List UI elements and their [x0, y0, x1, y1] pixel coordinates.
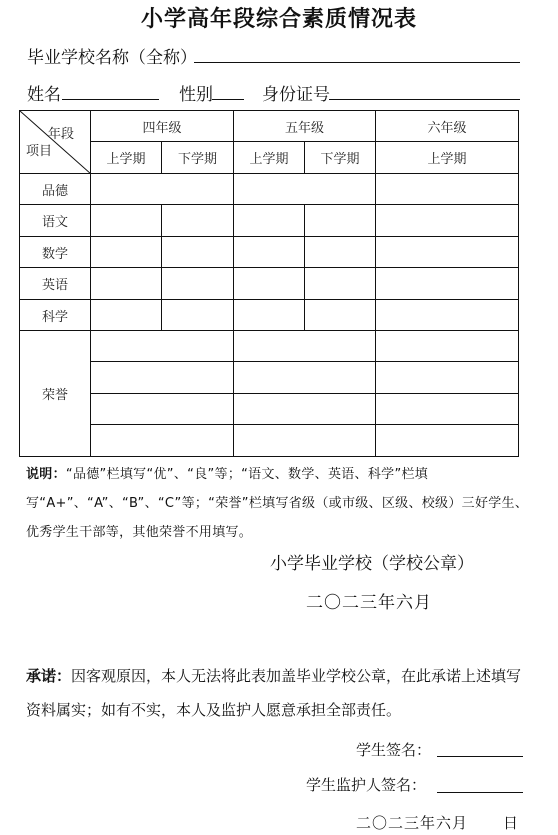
guardian-signature-field[interactable]: [437, 792, 523, 793]
grade-cell[interactable]: [91, 300, 162, 331]
honor-cell[interactable]: [376, 331, 519, 362]
note-label: 说明：: [26, 467, 66, 482]
honor-cell[interactable]: [234, 331, 376, 362]
grade-cell[interactable]: [305, 205, 376, 237]
grade-cell[interactable]: [91, 174, 234, 205]
grade-cell[interactable]: [305, 237, 376, 268]
term-header: 下学期: [162, 142, 234, 174]
grade-cell[interactable]: [305, 268, 376, 300]
signature-day-label: 日: [503, 814, 519, 832]
row-label-math: 数学: [20, 237, 91, 268]
honor-cell[interactable]: [376, 362, 519, 394]
honor-cell[interactable]: [376, 425, 519, 457]
name-label: 姓名: [27, 85, 61, 105]
instructions-note: [26, 460, 531, 547]
grade-cell[interactable]: [234, 205, 305, 237]
grade-5-header: 五年级: [234, 111, 376, 142]
stamp-date: 二〇二三年六月: [306, 593, 432, 613]
corner-item-label: 项目: [26, 144, 53, 159]
student-signature-label: 学生签名：: [356, 741, 432, 759]
honor-cell[interactable]: [91, 362, 234, 394]
guardian-signature-label: 学生监护人签名：: [306, 776, 427, 794]
grade-cell[interactable]: [234, 174, 376, 205]
table-corner-cell: [20, 111, 91, 174]
student-signature-field[interactable]: [437, 756, 523, 757]
grade-cell[interactable]: [162, 237, 234, 268]
grade-cell[interactable]: [162, 205, 234, 237]
honor-cell[interactable]: [91, 331, 234, 362]
row-label-conduct: 品德: [20, 174, 91, 205]
grade-6-header: 六年级: [376, 111, 519, 142]
signature-date: 二〇二三年六月: [356, 814, 469, 832]
honor-cell[interactable]: [234, 425, 376, 457]
school-name-label: 毕业学校名称（全称）: [27, 48, 197, 68]
grade-cell[interactable]: [91, 268, 162, 300]
page-title: 小学高年段综合素质情况表: [140, 6, 417, 32]
name-field[interactable]: [62, 99, 159, 100]
row-label-english: 英语: [20, 268, 91, 300]
school-stamp-label: 小学毕业学校（学校公章）: [270, 554, 474, 574]
grade-cell[interactable]: [376, 268, 519, 300]
term-header: 上学期: [376, 142, 519, 174]
grade-cell[interactable]: [91, 237, 162, 268]
grade-cell[interactable]: [376, 205, 519, 237]
grade-cell[interactable]: [162, 300, 234, 331]
promise-text: 因客观原因，本人无法将此表加盖毕业学校公章，在此承诺上述填写资料属实；如有不实，本人及监护人愿意承担全部责任。: [26, 667, 522, 719]
honor-cell[interactable]: [234, 394, 376, 425]
gender-field[interactable]: [212, 99, 244, 100]
grade-cell[interactable]: [376, 237, 519, 268]
grade-cell[interactable]: [305, 300, 376, 331]
grade-cell[interactable]: [234, 237, 305, 268]
school-name-field[interactable]: [194, 62, 520, 63]
gender-label: 性别: [179, 85, 213, 105]
honor-cell[interactable]: [376, 394, 519, 425]
term-header: 下学期: [305, 142, 376, 174]
grade-cell[interactable]: [162, 268, 234, 300]
promise-label: 承诺：: [26, 667, 72, 685]
quality-table: [19, 110, 519, 457]
row-label-honors: 荣誉: [20, 331, 91, 457]
term-header: 上学期: [91, 142, 162, 174]
note-text: “品德”栏填写“优”、“良”等；“语文、数学、英语、科学”栏填写“A+”、“A”、“B”、“C”等；“荣誉”栏填写省级（或市级、区级、校级）三好学生、优秀学生干部等，其他荣誉不用填写。: [26, 467, 529, 540]
honor-cell[interactable]: [91, 394, 234, 425]
grade-cell[interactable]: [234, 268, 305, 300]
grade-cell[interactable]: [91, 205, 162, 237]
row-label-chinese: 语文: [20, 205, 91, 237]
grade-4-header: 四年级: [91, 111, 234, 142]
grade-cell[interactable]: [234, 300, 305, 331]
corner-grade-label: 年段: [47, 127, 74, 142]
honor-cell[interactable]: [91, 425, 234, 457]
id-number-label: 身份证号: [262, 85, 330, 105]
promise-statement: [26, 659, 531, 727]
term-header: 上学期: [234, 142, 305, 174]
honor-cell[interactable]: [234, 362, 376, 394]
id-number-field[interactable]: [329, 99, 520, 100]
grade-cell[interactable]: [376, 174, 519, 205]
grade-cell[interactable]: [376, 300, 519, 331]
row-label-science: 科学: [20, 300, 91, 331]
